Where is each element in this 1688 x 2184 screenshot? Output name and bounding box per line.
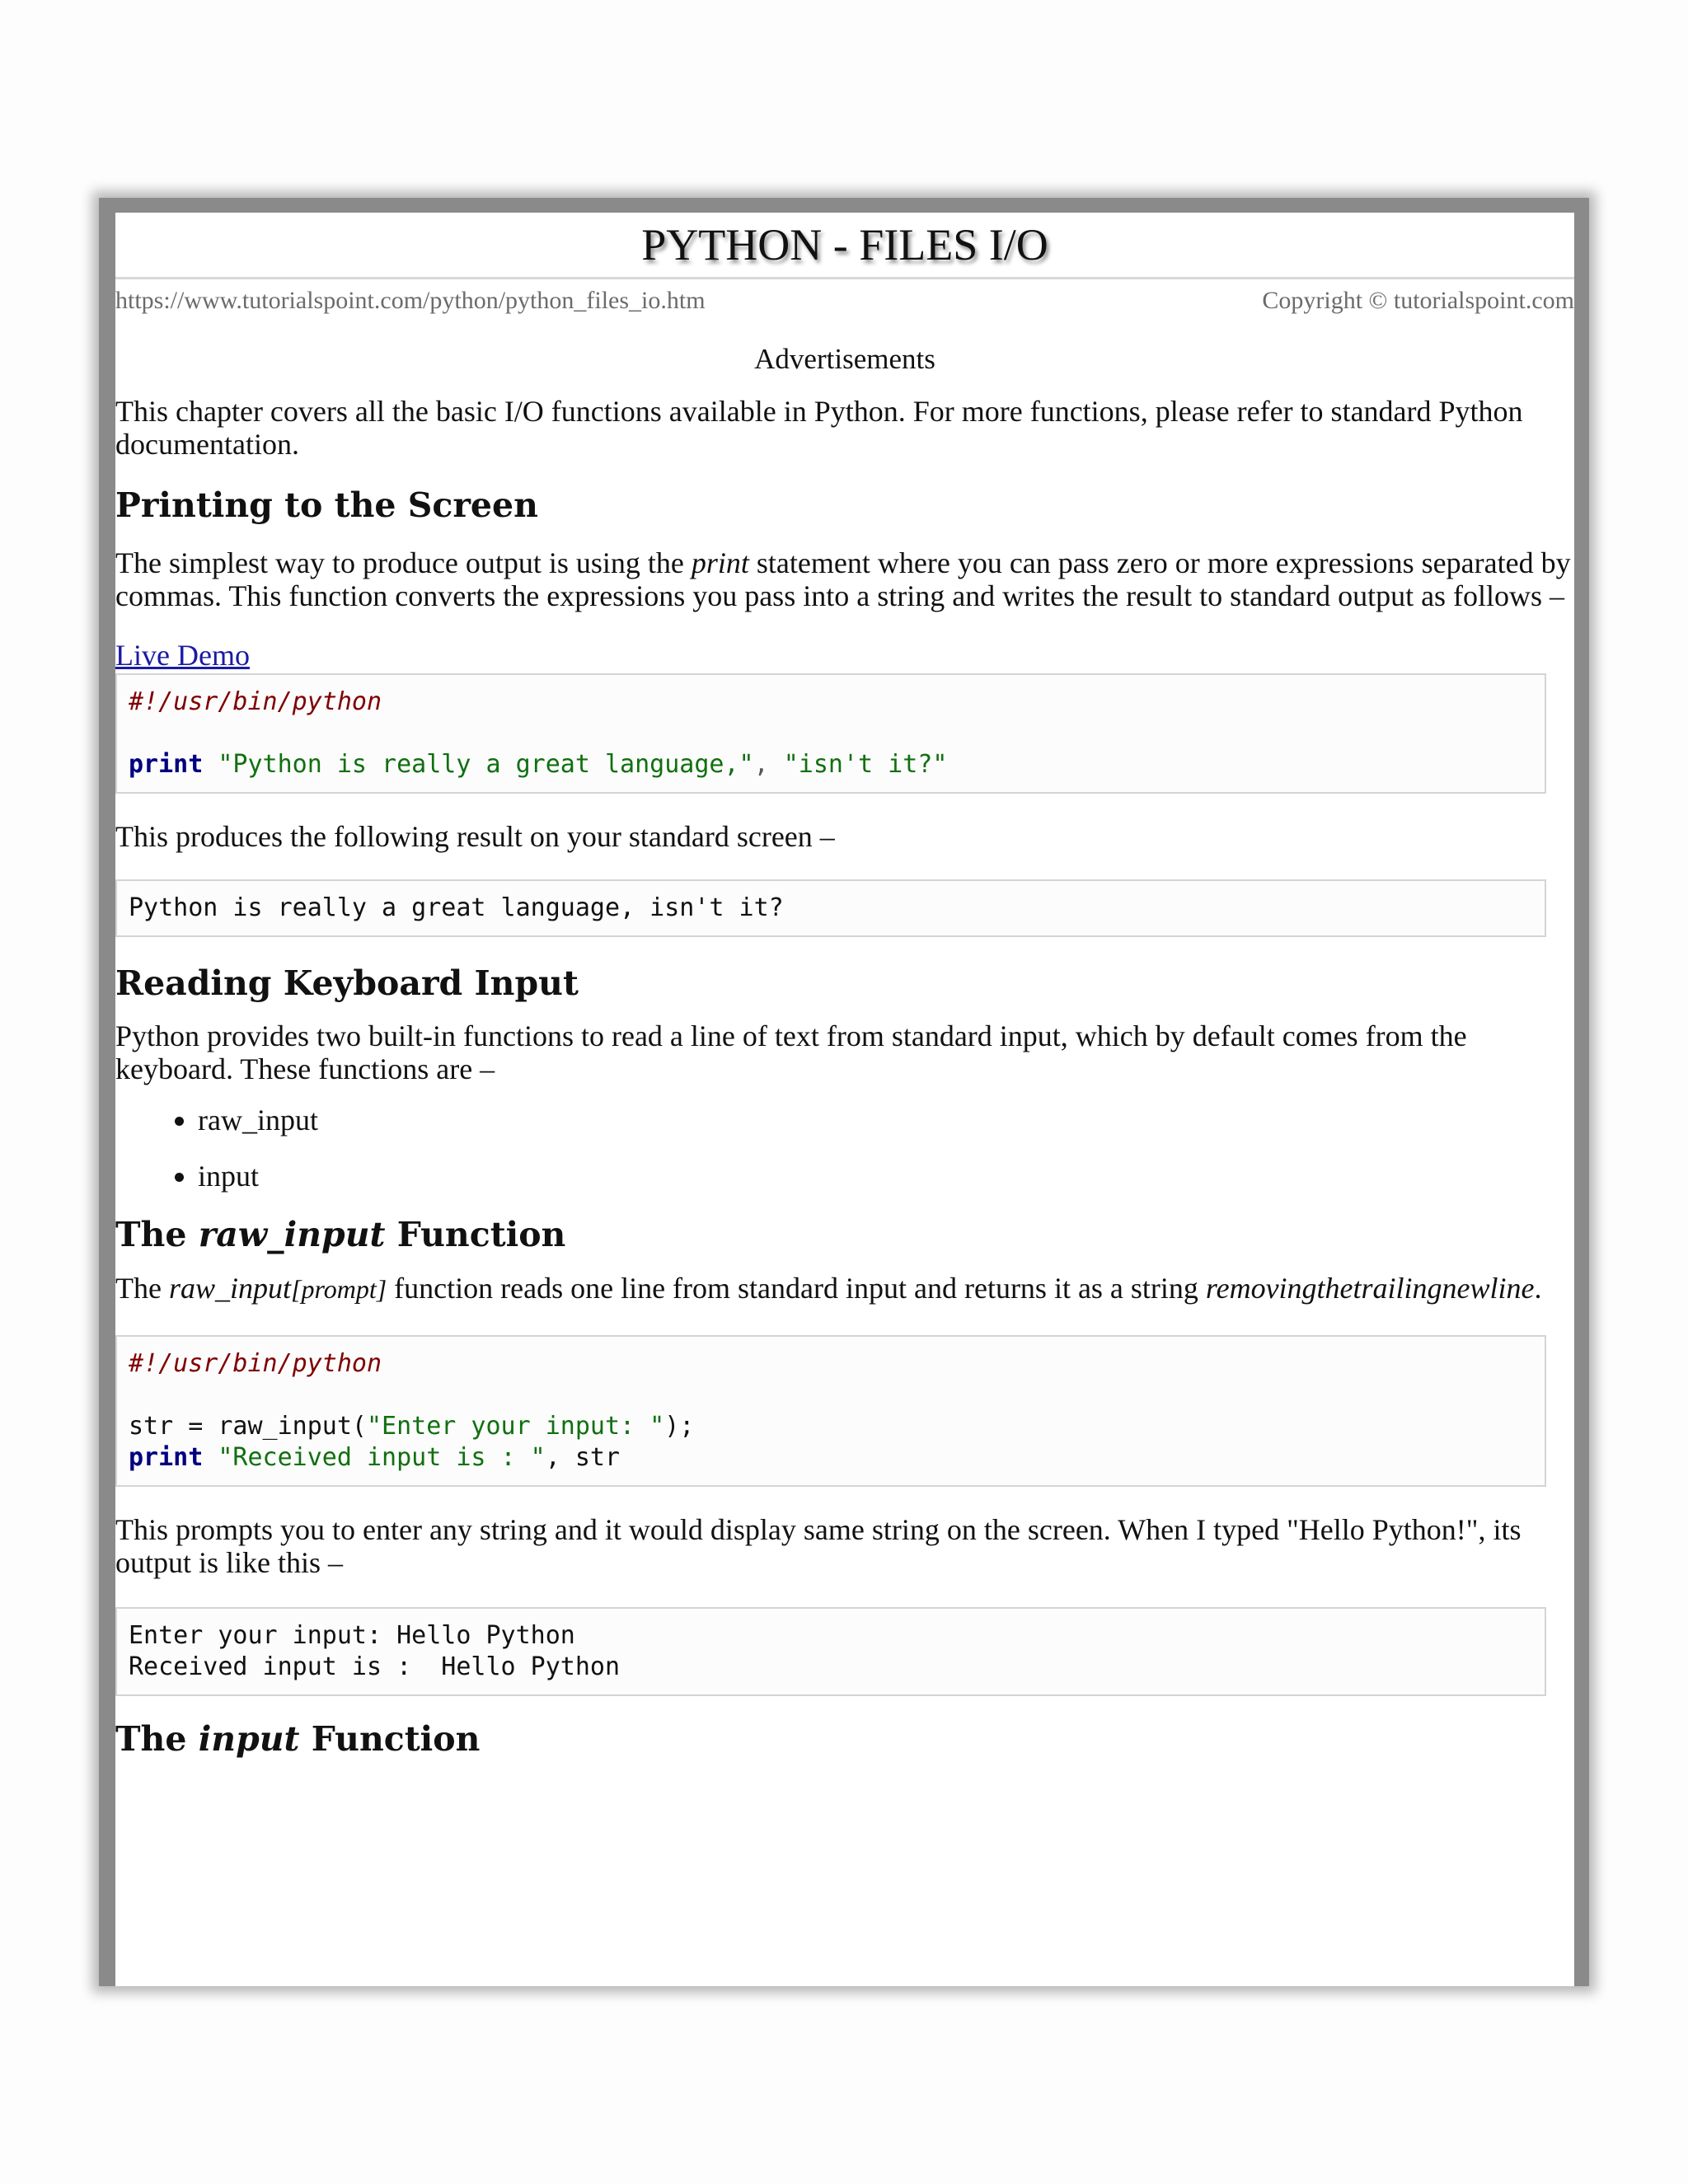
output-block-print: Python is really a great language, isn't it?	[115, 879, 1546, 937]
code-punct: ,	[753, 750, 784, 779]
function-name: raw_input	[168, 1272, 291, 1305]
raw-input-paragraph	[115, 1272, 1574, 1305]
printing-paragraph	[115, 546, 1574, 612]
heading-italic: input	[198, 1719, 300, 1759]
heading-part: Function	[299, 1719, 481, 1759]
heading-italic: raw_input	[198, 1215, 386, 1254]
list-item: • raw_input	[198, 1092, 1574, 1148]
heading-part: The	[115, 1719, 199, 1759]
page-title: PYTHON - FILES I/O	[115, 213, 1574, 279]
heading-part: The	[115, 1215, 199, 1254]
live-demo-row	[115, 639, 1574, 672]
meta-row	[115, 279, 1574, 322]
printing-text-italic: print	[691, 546, 749, 579]
prompt-paragraph: This prompts you to enter any string and it would display same string on the screen. When I typed "Hello Python!", its output is like this –	[115, 1513, 1522, 1579]
output-line: Received input is : Hello Python	[129, 1652, 621, 1681]
text-part: .	[1534, 1272, 1542, 1305]
code-string: "isn't it?"	[783, 750, 948, 779]
heading-keyboard: Reading Keyboard Input	[115, 963, 579, 1003]
output-line: Enter your input: Hello Python	[129, 1621, 575, 1650]
copyright-notice: Copyright © tutorialspoint.com	[1262, 287, 1574, 314]
printing-text-after: statement where you can pass zero or more expressions separated by commas. This function converts the expressions you pass into a string and writes the result to standard output as follows –	[115, 546, 1571, 612]
text-part: The	[115, 1272, 169, 1305]
heading-part: Function	[385, 1215, 566, 1254]
code-block-raw-input	[115, 1335, 1546, 1487]
code-keyword: print	[129, 1443, 204, 1472]
code-string: "Enter your input: "	[366, 1412, 665, 1441]
output-block-raw-input	[115, 1607, 1546, 1696]
keyboard-paragraph: Python provides two built-in functions to read a line of text from standard input, which by default comes from the keyboard. These functions are –	[115, 1019, 1467, 1085]
function-list	[115, 1092, 1574, 1204]
code-shebang: #!/usr/bin/python	[129, 687, 382, 716]
advertisements-label: Advertisements	[754, 343, 935, 375]
code-string: "Received input is : "	[218, 1443, 546, 1472]
heading-printing: Printing to the Screen	[115, 485, 538, 525]
intro-paragraph: This chapter covers all the basic I/O functions available in Python. For more functions, please refer to standard Python documentation.	[115, 395, 1523, 461]
document-page	[115, 213, 1574, 1986]
list-item: • input	[198, 1148, 1574, 1204]
code-keyword: print	[129, 750, 204, 779]
function-arg: [prompt]	[291, 1274, 387, 1304]
code-text: str = raw_input(	[129, 1412, 367, 1441]
live-demo-link[interactable]: Live Demo	[115, 639, 250, 672]
text-italic: removingthetrailingnewline	[1205, 1272, 1535, 1305]
code-text: );	[664, 1412, 695, 1441]
printing-text-before: The simplest way to produce output is using the	[115, 546, 692, 579]
code-block-print	[115, 673, 1546, 794]
code-text: , str	[545, 1443, 621, 1472]
heading-raw-input	[115, 1204, 1574, 1265]
result-paragraph: This produces the following result on your standard screen –	[115, 820, 835, 853]
source-url[interactable]: https://www.tutorialspoint.com/python/python_files_io.htm	[115, 287, 706, 314]
code-shebang: #!/usr/bin/python	[129, 1349, 382, 1378]
heading-input	[115, 1714, 1574, 1764]
text-part: function reads one line from standard input and returns it as a string	[387, 1272, 1206, 1305]
code-string: "Python is really a great language,"	[218, 750, 754, 779]
